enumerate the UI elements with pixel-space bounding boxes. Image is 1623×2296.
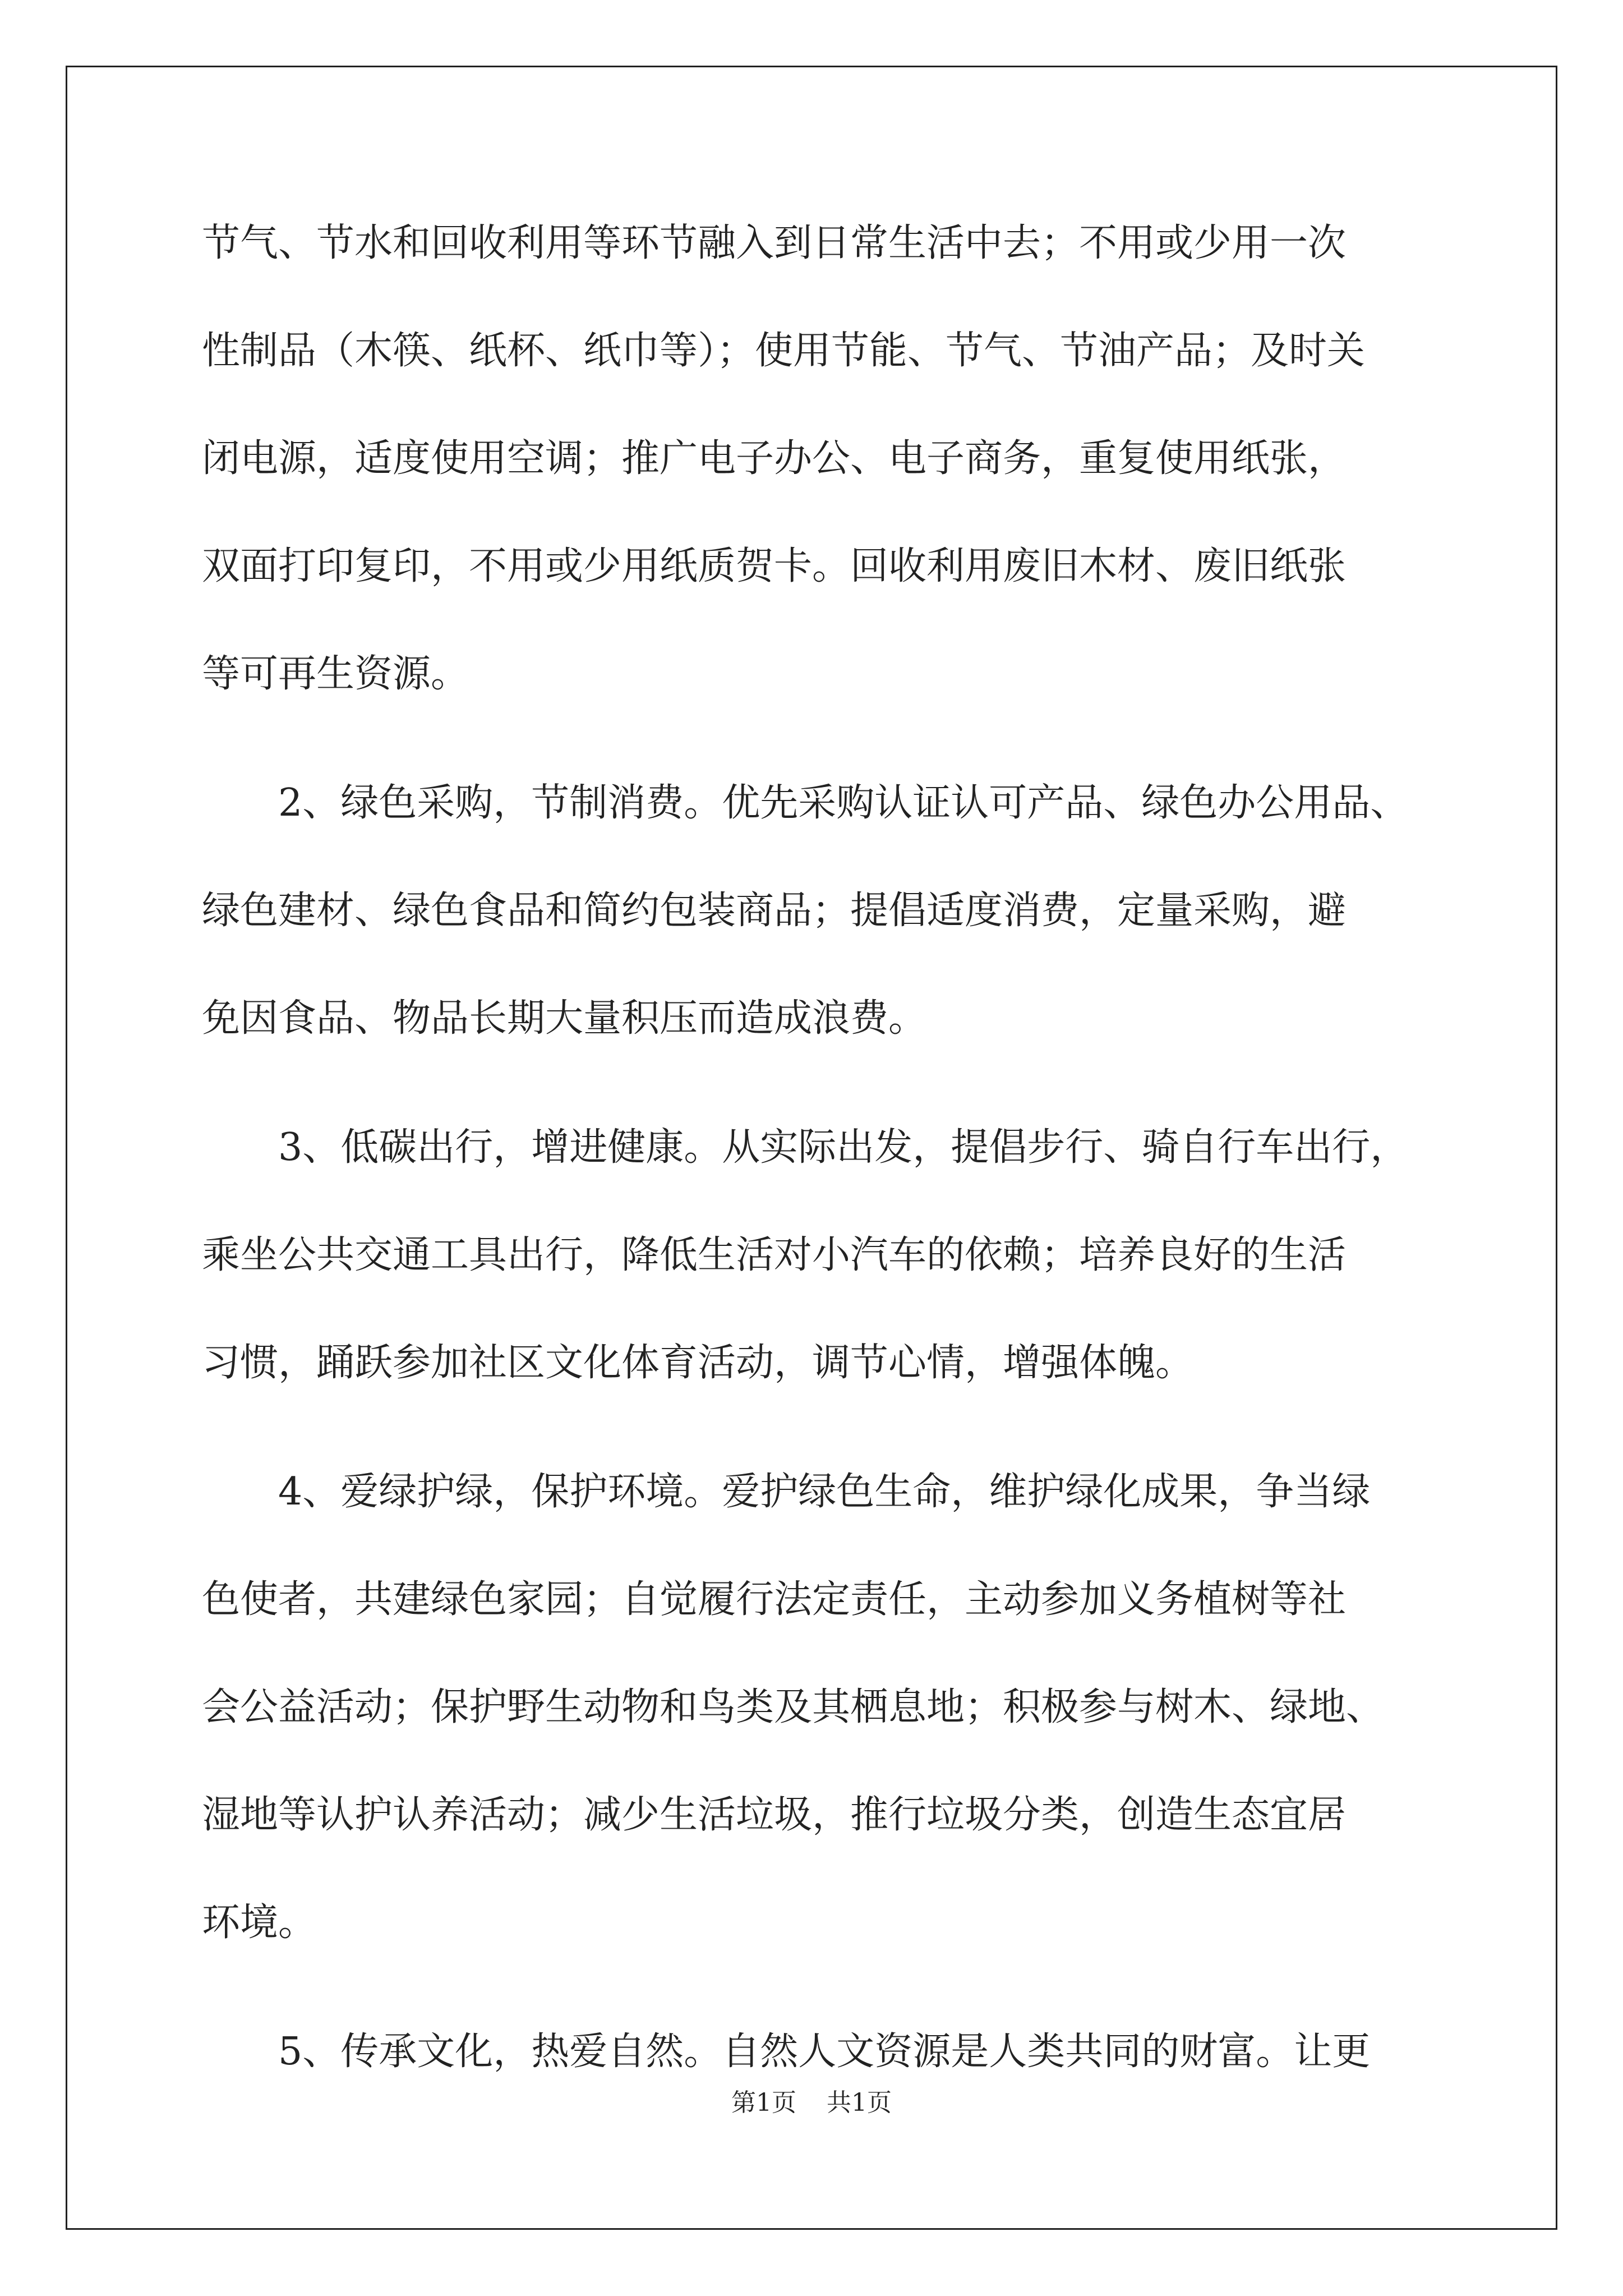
document-body	[202, 216, 1424, 2132]
text-line: 4、爱绿护绿，保护环境。爱护绿色生命，维护绿化成果，争当绿	[278, 1470, 1371, 1514]
text-line: 乘坐公共交通工具出行，降低生活对小汽车的依赖；培养良好的生活	[202, 1233, 1347, 1277]
text-line: 色使者，共建绿色家园；自觉履行法定责任，主动参加义务植树等社	[202, 1577, 1347, 1622]
text-line: 闭电源，适度使用空调；推广电子办公、电子商务，重复使用纸张，	[202, 436, 1347, 481]
page-number: 第1页	[731, 2088, 796, 2117]
text-line: 免因食品、物品长期大量积压而造成浪费。	[202, 996, 927, 1041]
text-line: 3、低碳出行，增进健康。从实际出发，提倡步行、骑自行车出行，	[278, 1125, 1409, 1170]
text-line: 湿地等认护认养活动；减少生活垃圾，推行垃圾分类，创造生态宜居	[202, 1793, 1347, 1837]
text-line: 性制品（木筷、纸杯、纸巾等）；使用节能、节气、节油产品；及时关	[202, 329, 1366, 373]
text-line: 双面打印复印，不用或少用纸质贺卡。回收利用废旧木材、废旧纸张	[202, 544, 1347, 588]
text-line: 环境。	[202, 1901, 317, 1945]
text-line: 习惯，踊跃参加社区文化体育活动，调节心情，增强体魄。	[202, 1341, 1194, 1385]
text-line: 等可再生资源。	[202, 652, 469, 696]
text-line: 节气、节水和回收利用等环节融入到日常生活中去；不用或少用一次	[202, 221, 1347, 265]
page-total: 共1页	[827, 2088, 892, 2117]
text-line: 5、传承文化，热爱自然。自然人文资源是人类共同的财富。让更	[278, 2030, 1371, 2074]
page-footer	[0, 2082, 1623, 2118]
text-line: 2、绿色采购，节制消费。优先采购认证认可产品、绿色办公用品、	[278, 781, 1409, 825]
text-line: 绿色建材、绿色食品和简约包装商品；提倡适度消费，定量采购，避	[202, 889, 1347, 933]
text-line: 会公益活动；保护野生动物和鸟类及其栖息地；积极参与树木、绿地、	[202, 1685, 1385, 1729]
